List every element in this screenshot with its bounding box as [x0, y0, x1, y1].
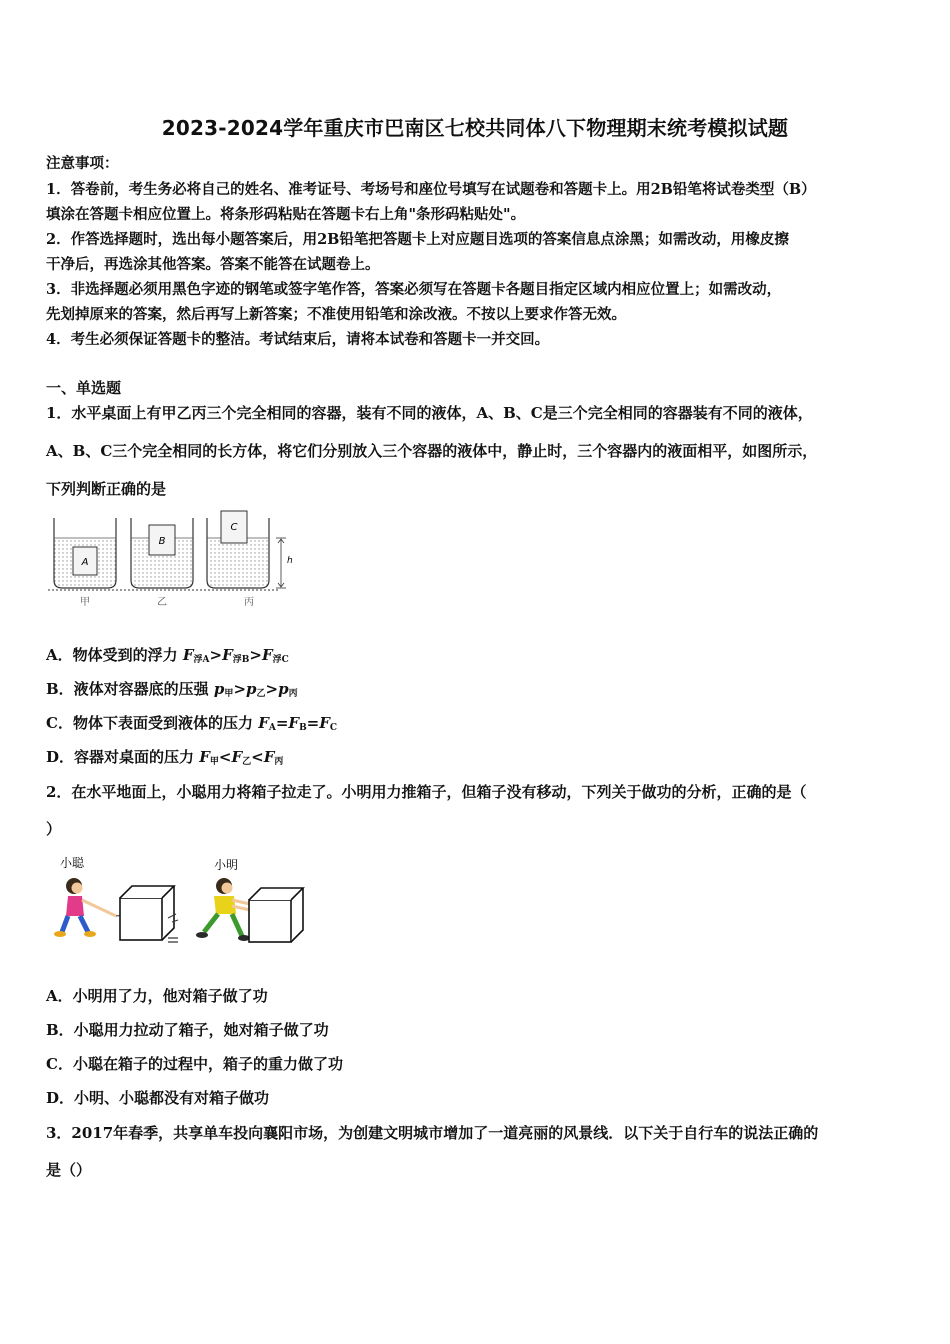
label-yi: 乙 [157, 597, 167, 608]
option-c: C．物体下表面受到液体的压力 $F_A=F_B=F_C$ [46, 714, 338, 733]
notes-line: 3．非选择题必须用黑色字迹的钢笔或签字笔作答，答案必须写在答题卡各题目指定区域内相应位置上；如需改动， [46, 281, 782, 298]
question-text: 是（） [46, 1161, 92, 1179]
option-a: A．小明用了力，他对箱子做了功 [46, 987, 268, 1005]
option-b: B．小聪用力拉动了箱子，她对箱子做了功 [46, 1021, 329, 1039]
container-bing [207, 511, 269, 588]
question-text: 3．2017年春季，共享单车投向襄阳市场，为创建文明城市增加了一道亮丽的风景线．以下关于自行车的说法正确的 [46, 1124, 819, 1142]
notes-line: 4．考生必须保证答题卡的整洁。考试结束后，请将本试卷和答题卡一并交回。 [46, 331, 550, 348]
notes-line: 干净后，再选涂其他答案。答案不能答在试题卷上。 [46, 256, 380, 273]
block-a-label: A [81, 557, 89, 568]
left-box-icon [120, 886, 178, 942]
notes-line: 2．作答选择题时，选出每小题答案后，用2B铅笔把答题卡上对应题目选项的答案信息点涂黑；如需改动，用橡皮擦 [46, 231, 789, 248]
block-b-label: B [158, 536, 166, 547]
question-text: A、B、C三个完全相同的长方体，将它们分别放入三个容器的液体中，静止时，三个容器内的液面相平，如图所示， [46, 442, 818, 460]
height-marker [276, 538, 293, 588]
question-text: 1．水平桌面上有甲乙丙三个完全相同的容器，装有不同的液体，A、B、C是三个完全相同的容器装有不同的液体， [46, 404, 813, 422]
right-box-icon [249, 888, 303, 942]
option-c: C．小聪在箱子的过程中，箱子的重力做了功 [46, 1055, 343, 1073]
question-text: 下列判断正确的是 [46, 480, 167, 498]
container-jia [54, 518, 116, 588]
option-a: A．物体受到的浮力 $F_{浮A}>F_{浮B}>F_{浮C}$ [46, 646, 289, 665]
name-xiaocong: 小聪 [60, 856, 85, 870]
question-text: ） [46, 820, 62, 838]
boy-pushing-icon [196, 878, 250, 941]
option-b: B．液体对容器底的压强 $p_甲>p_乙>p_丙$ [46, 680, 298, 699]
push-pull-figure [46, 852, 306, 948]
notes-line: 填涂在答题卡相应位置上。将条形码粘贴在答题卡右上角"条形码粘贴处"。 [46, 206, 526, 223]
option-d: D．容器对桌面的压力 $F_甲<F_乙<F_丙$ [46, 748, 284, 767]
container-yi [131, 518, 193, 588]
option-d: D．小明、小聪都没有对箱子做功 [46, 1089, 270, 1107]
containers-figure [46, 508, 292, 610]
label-bing: 丙 [244, 597, 254, 608]
height-label: h [287, 556, 293, 566]
section-heading: 一、单选题 [46, 379, 122, 397]
block-c-label: C [230, 522, 238, 533]
label-jia: 甲 [80, 597, 90, 608]
notes-line: 先划掉原来的答案，然后再写上新答案；不准使用铅笔和涂改液。不按以上要求作答无效。 [46, 306, 626, 323]
notes-line: 1．答卷前，考生务必将自己的姓名、准考证号、考场号和座位号填写在试题卷和答题卡上。用2B铅笔将试卷类型（B） [46, 181, 816, 198]
page-title: 2023-2024学年重庆市巴南区七校共同体八下物理期末统考模拟试题 [161, 116, 789, 140]
name-xiaoming: 小明 [214, 858, 239, 872]
notes-heading: 注意事项： [46, 155, 119, 172]
question-text: 2．在水平地面上，小聪用力将箱子拉走了。小明用力推箱子，但箱子没有移动，下列关于做功的分析，正确的是（ [46, 783, 807, 801]
